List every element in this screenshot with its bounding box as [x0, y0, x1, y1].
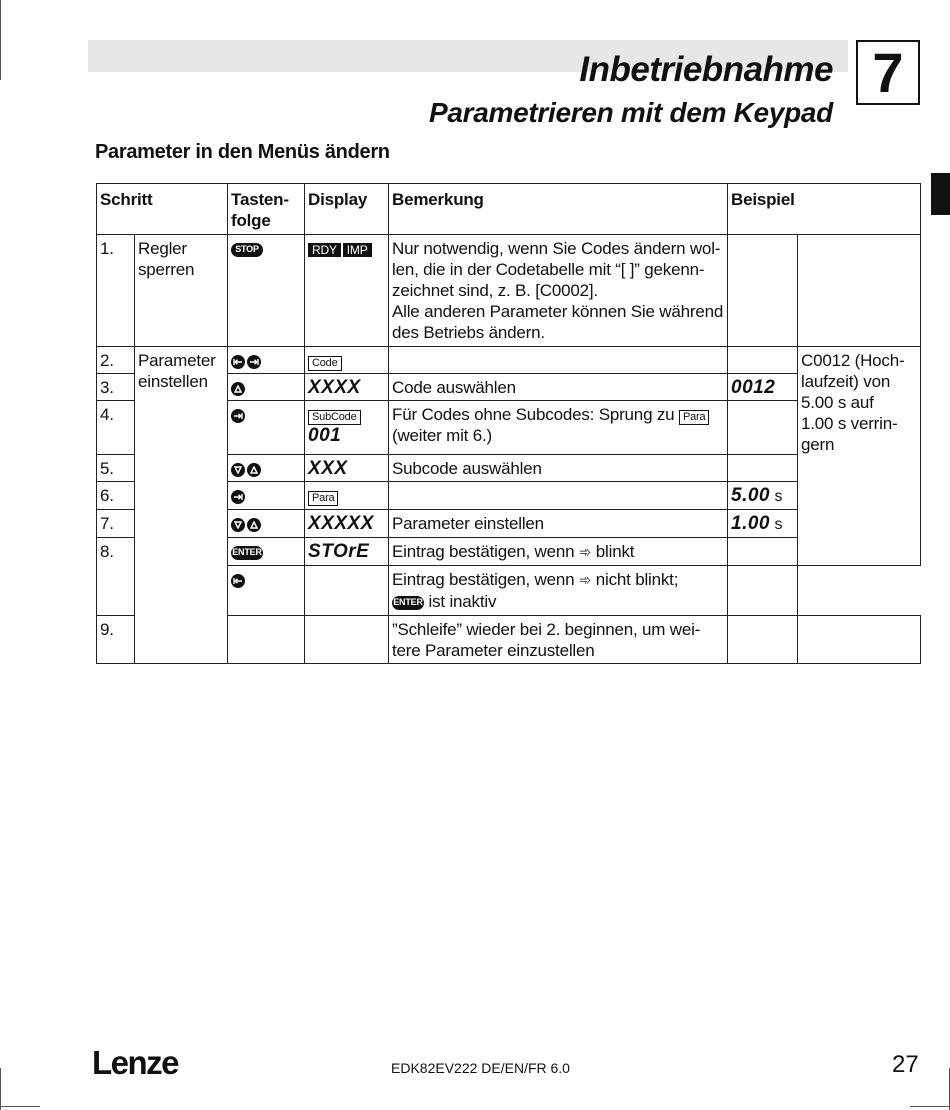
remark-cell — [389, 566, 728, 616]
step-label-parameter — [135, 347, 228, 664]
example-old-value: 5.00 — [731, 485, 770, 506]
display-xxxxx: XXXXX — [308, 513, 374, 534]
remark-line: Alle anderen Parameter können Sie während — [392, 302, 724, 321]
display-001: 001 — [308, 425, 342, 446]
step-label-line1: Parameter — [138, 351, 216, 370]
example-code-value: 0012 — [731, 377, 776, 398]
display-cell — [305, 482, 389, 510]
remark-line: nicht blinkt; — [595, 570, 679, 589]
remark-cell: Subcode auswählen — [389, 455, 728, 482]
display-cell — [305, 455, 389, 482]
display-rdy: RDY — [308, 243, 341, 257]
step-label-line1: Regler — [138, 239, 187, 258]
remark-line: Für Codes ohne Subcodes: Sprung zu — [392, 405, 675, 424]
remark-line: ”Schleife” wieder bei 2. beginnen, um wei- — [392, 620, 701, 639]
blink-arrow-icon: ➾ — [578, 544, 592, 561]
display-cell — [305, 401, 389, 455]
step-number: 7. — [97, 510, 135, 538]
example-value-cell — [728, 235, 798, 347]
remark-line: Eintrag bestätigen, wenn — [392, 542, 575, 561]
document-id: EDK82EV222 DE/EN/FR 6.0 — [391, 1060, 570, 1076]
key-cell — [228, 235, 305, 347]
key-cell — [228, 482, 305, 510]
remark-cell — [389, 538, 728, 566]
example-text-cell — [798, 347, 921, 566]
header-beispiel: Beispiel — [728, 184, 921, 235]
step-number: 5. — [97, 455, 135, 482]
table-row — [97, 235, 921, 347]
remark-cell — [389, 347, 728, 374]
chapter-side-tab — [931, 173, 950, 215]
remark-line: zeichnet sind, z. B. [C0002]. — [392, 281, 598, 300]
step-number: 2. — [97, 347, 135, 374]
crop-mark — [0, 1106, 40, 1107]
display-subcode: SubCode — [308, 410, 360, 425]
example-line: laufzeit) von — [801, 372, 891, 391]
left-arrow-key-icon — [231, 574, 245, 588]
example-unit: s — [774, 488, 783, 505]
remark-line: (weiter mit 6.) — [392, 426, 492, 445]
step-number: 8. — [97, 538, 135, 616]
display-cell — [305, 538, 389, 566]
enter-key-icon: ENTER — [392, 596, 424, 610]
key-cell — [228, 347, 305, 374]
key-cell — [228, 616, 305, 664]
right-arrow-key-icon — [231, 490, 245, 504]
display-imp: IMP — [343, 243, 372, 257]
example-unit: s — [774, 516, 783, 533]
header-schritt: Schritt — [97, 184, 228, 235]
example-value-cell — [728, 374, 798, 401]
lenze-logo: Lenze — [92, 1044, 179, 1081]
step-number: 6. — [97, 482, 135, 510]
display-xxxx: XXXX — [308, 377, 361, 398]
key-cell — [228, 566, 305, 616]
remark-line: des Betriebs ändern. — [392, 323, 545, 342]
step-label-line2: sperren — [138, 260, 195, 279]
remark-line: ist inaktiv — [428, 592, 497, 611]
remark-line: blinkt — [595, 542, 635, 561]
remark-cell — [389, 401, 728, 455]
example-value-cell — [728, 616, 798, 664]
remark-line: Nur notwendig, wenn Sie Codes ändern wol- — [392, 239, 721, 258]
crop-mark — [910, 1106, 950, 1107]
chapter-number: 7 — [856, 40, 920, 105]
step-number: 4. — [97, 401, 135, 455]
key-cell — [228, 374, 305, 401]
example-new-value: 1.00 — [731, 513, 770, 534]
remark-cell — [389, 482, 728, 510]
chapter-title: Inbetriebnahme — [579, 50, 833, 89]
right-arrow-key-icon — [247, 355, 261, 369]
down-key-icon — [231, 518, 245, 532]
key-cell — [228, 538, 305, 566]
display-cell — [305, 235, 389, 347]
right-arrow-key-icon — [231, 409, 245, 423]
step-number: 3. — [97, 374, 135, 401]
header-tastenfolge-line2: folge — [231, 211, 271, 230]
display-para-inline: Para — [679, 410, 709, 425]
example-value-cell — [728, 510, 798, 538]
example-line: C0012 (Hoch- — [801, 351, 905, 370]
display-para: Para — [308, 491, 338, 506]
display-cell — [305, 374, 389, 401]
example-line: gern — [801, 435, 835, 454]
example-value-cell — [728, 347, 798, 374]
display-store: STOrE — [308, 541, 370, 562]
crop-mark — [0, 1068, 1, 1110]
table-row — [97, 347, 921, 374]
remark-cell — [389, 616, 728, 664]
display-code: Code — [308, 356, 342, 371]
header-tastenfolge-line1: Tasten- — [231, 190, 289, 209]
display-cell — [305, 566, 389, 616]
remark-line: tere Parameter einzustellen — [392, 641, 595, 660]
stop-key-icon: STOP — [231, 243, 263, 257]
remark-cell — [389, 235, 728, 347]
remark-cell: Parameter einstellen — [389, 510, 728, 538]
up-key-icon — [247, 518, 261, 532]
display-cell — [305, 616, 389, 664]
parameter-table — [96, 183, 921, 664]
key-cell — [228, 455, 305, 482]
example-line: 5.00 s auf — [801, 393, 874, 412]
example-value-cell — [728, 566, 798, 616]
step-number: 1. — [97, 235, 135, 347]
remark-line: Eintrag bestätigen, wenn — [392, 570, 575, 589]
display-cell — [305, 510, 389, 538]
example-text-cell — [798, 235, 921, 347]
page-number: 27 — [892, 1051, 919, 1078]
example-value-cell — [728, 455, 798, 482]
key-cell — [228, 401, 305, 455]
display-cell — [305, 347, 389, 374]
step-label-line2: einstellen — [138, 372, 208, 391]
example-line: 1.00 s verrin- — [801, 414, 898, 433]
crop-mark — [0, 0, 1, 80]
example-value-cell — [728, 401, 798, 455]
example-text-cell — [798, 616, 921, 664]
example-value-cell — [728, 538, 798, 566]
sub-heading: Parameter in den Menüs ändern — [95, 141, 390, 163]
enter-key-icon: ENTER — [231, 546, 263, 560]
blink-arrow-icon: ➾ — [578, 572, 592, 589]
up-key-icon — [247, 463, 261, 477]
header-display: Display — [305, 184, 389, 235]
header-tastenfolge — [228, 184, 305, 235]
example-value-cell — [728, 482, 798, 510]
down-key-icon — [231, 463, 245, 477]
key-cell — [228, 510, 305, 538]
section-title: Parametrieren mit dem Keypad — [429, 97, 833, 128]
remark-line: len, die in der Codetabelle mit “[ ]” gekenn- — [392, 260, 705, 279]
up-key-icon — [231, 382, 245, 396]
display-xxx: XXX — [308, 458, 348, 479]
step-label-regler — [135, 235, 228, 347]
table-header-row — [97, 184, 921, 235]
remark-cell: Code auswählen — [389, 374, 728, 401]
step-number: 9. — [97, 616, 135, 664]
left-arrow-key-icon — [231, 355, 245, 369]
header-bemerkung: Bemerkung — [389, 184, 728, 235]
